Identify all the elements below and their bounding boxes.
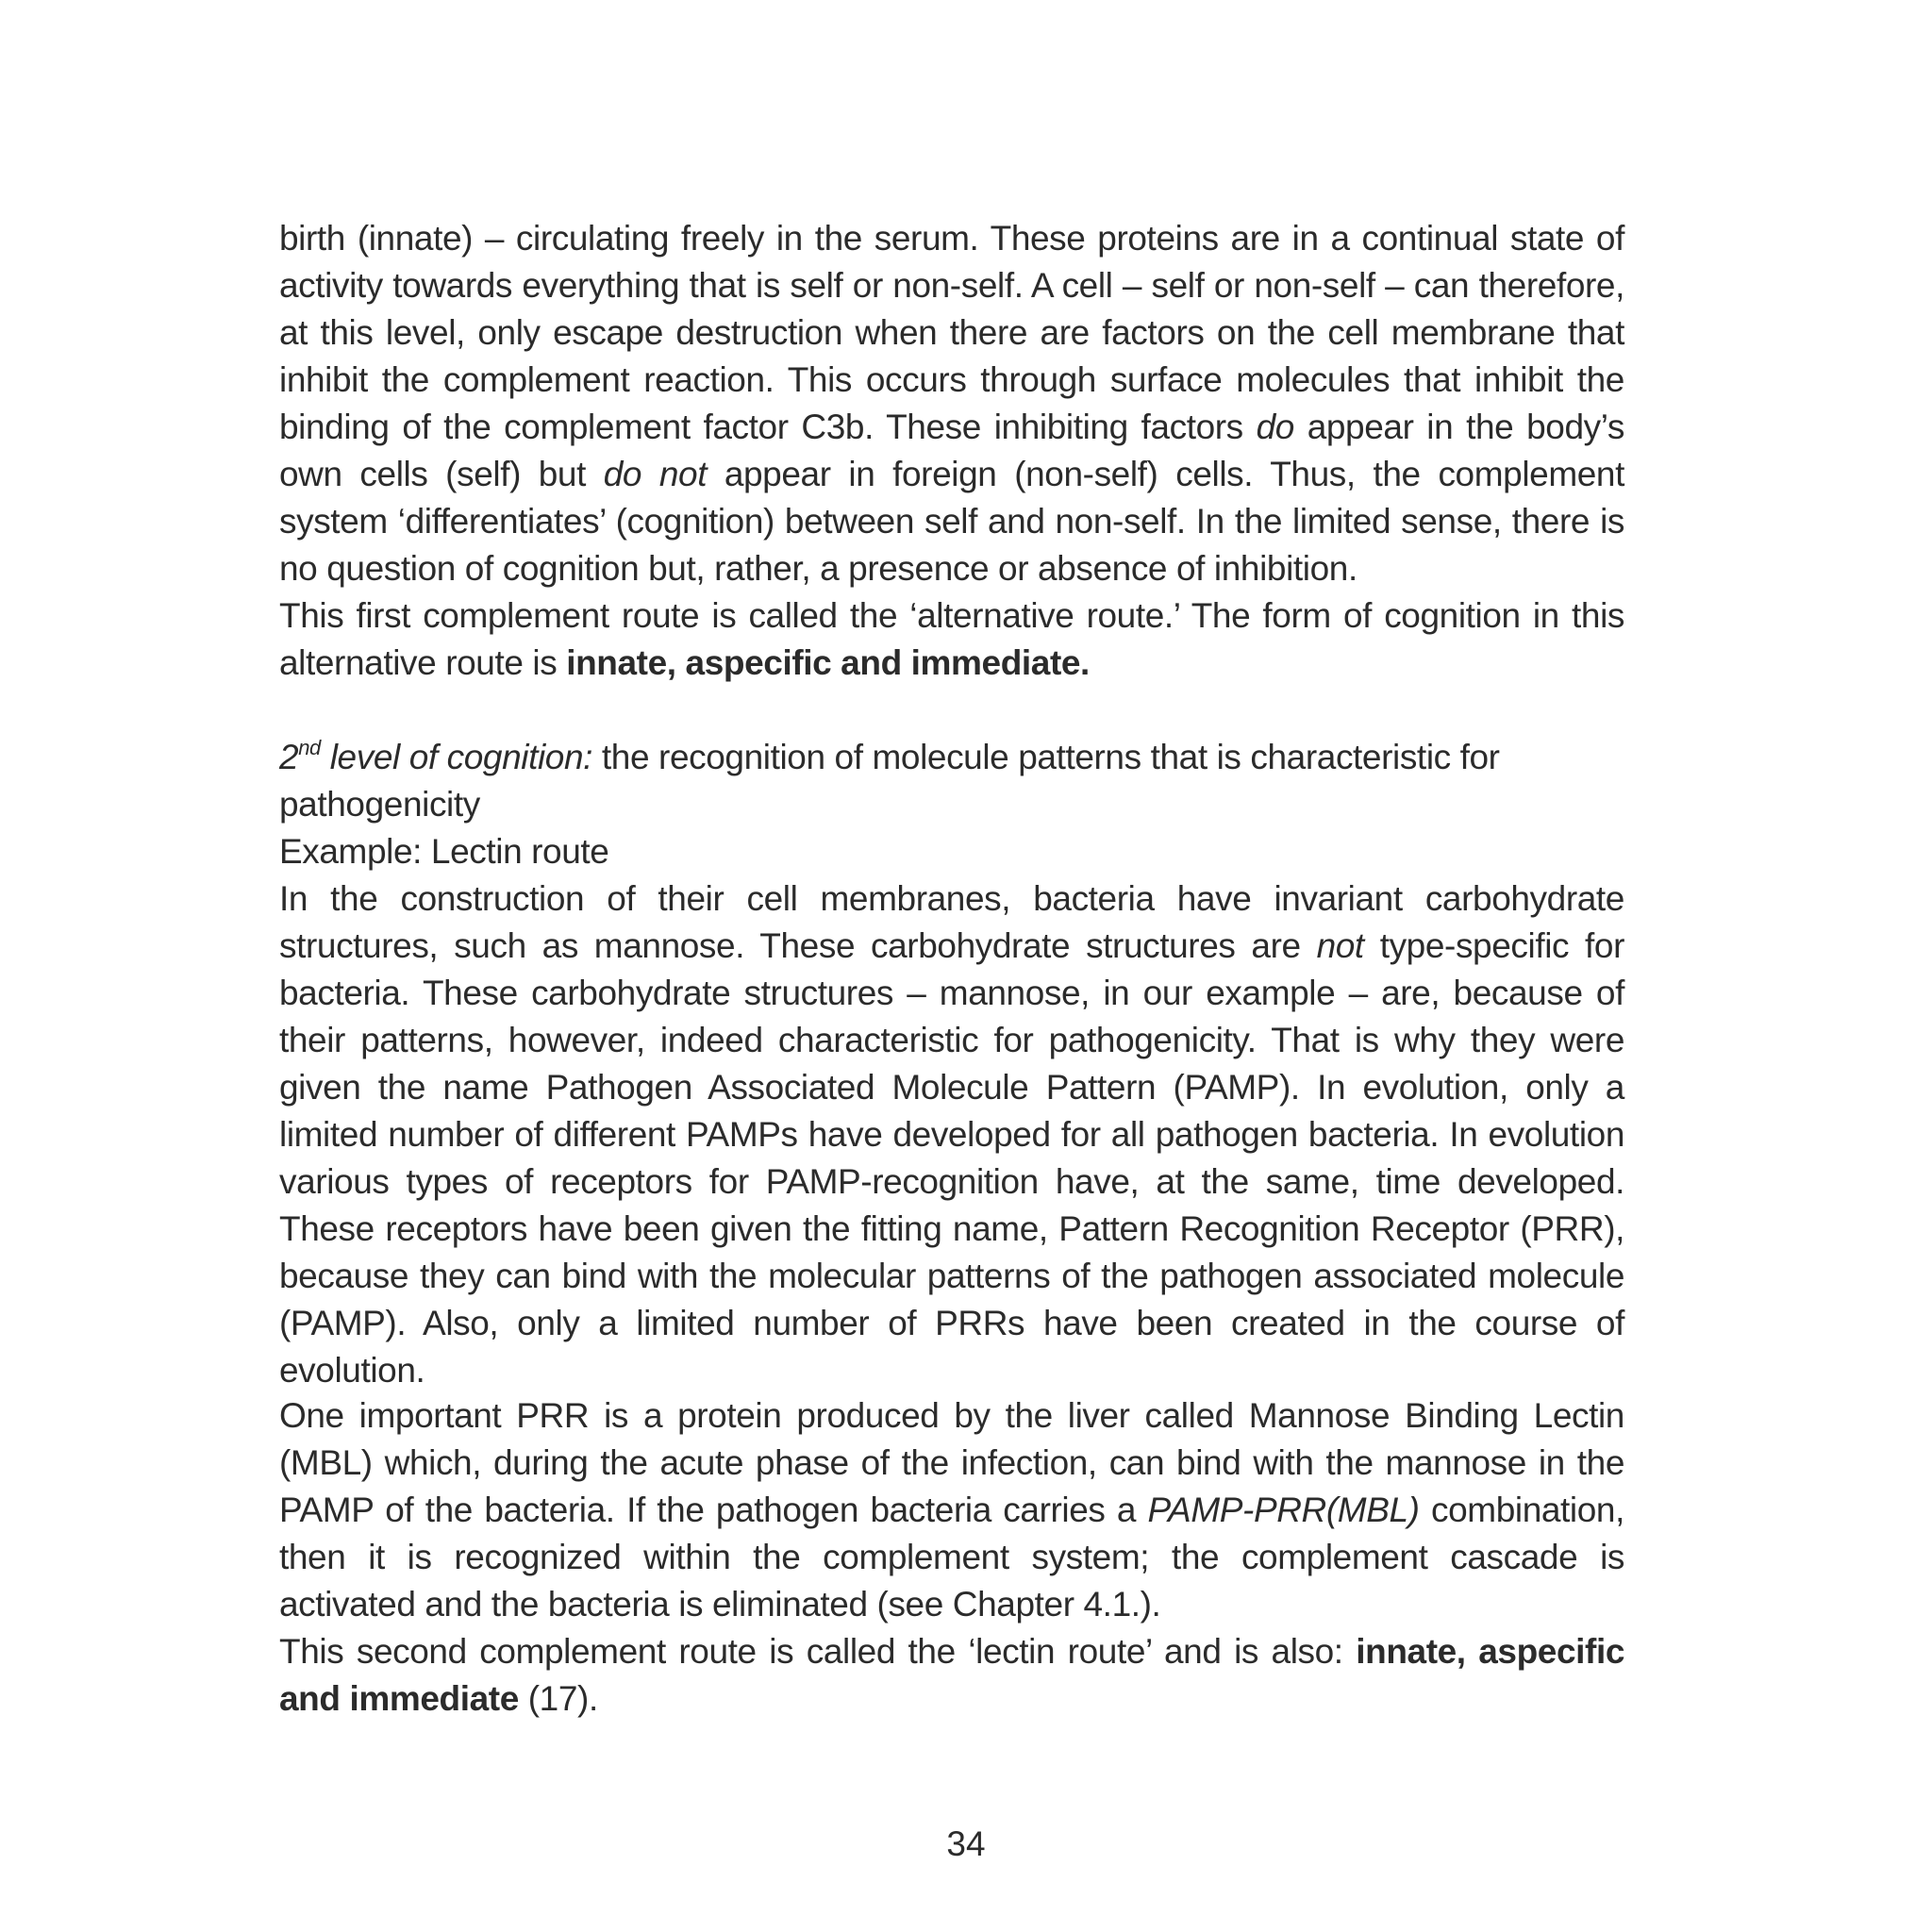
page-number: 34 <box>946 1824 986 1863</box>
paragraph-mannose-binding-lectin: One important PRR is a protein produced by the liver called Mannose Binding Lectin (MBL) which, during the acute phase of the infection, can bind with the mannose in the PAMP of the bacteria. If the pathogen bacteria carries a PAMP-PRR(MBL) combination, then it is recognized within the complement system; the complement cascade is activated and the bacteria is eliminated (see Chapter 4.1.). <box>279 1396 1624 1624</box>
bold-innate-aspecific-immediate: innate, aspecific and immediate. <box>566 643 1090 682</box>
text-section-mbl <box>279 1392 1624 1723</box>
bold-innate-aspecific-immediate-2: innate, aspecific and immediate <box>279 1632 1625 1718</box>
text-section-lectin-route <box>279 734 1624 1394</box>
paragraph-pamp-prr: In the construction of their cell membranes, bacteria have invariant carbohydrate structures, such as mannose. These carbohydrate structures are not type-specific for bacteria. These carbohydrate structures – mannose, in our example – are, because of their patterns, however, indeed characteristic for pathogenicity. That is why they were given the name Pathogen Associated Molecule Pattern (PAMP). In evolution, only a limited number of different PAMPs have developed for all pathogen bacteria. In evolution various types of receptors for PAMP-recognition have, at the same, time developed. These receptors have been given the fitting name, Pattern Recognition Receptor (PRR), because they can bind with the molecular patterns of the pathogen associated molecule (PAMP). Also, only a limited number of PRRs have been created in the course of evolution. <box>279 879 1624 1390</box>
text-section-alternative-route <box>279 215 1624 687</box>
emphasis-do: do <box>1256 408 1294 446</box>
paragraph-complement-inhibition: birth (innate) – circulating freely in the serum. These proteins are in a continual state of activity towards everything that is self or non-self. A cell – self or non-self – can therefore, at this level, only escape destruction when there are factors on the cell membrane that inhibit the complement reaction. This occurs through surface molecules that inhibit the binding of the complement factor C3b. These inhibiting factors do appear in the body’s own cells (self) but do not appear in foreign (non-self) cells. Thus, the complement system ‘differentiates’ (cognition) between self and non-self. In the limited sense, there is no question of cognition but, rather, a presence or absence of inhibition. <box>279 219 1624 588</box>
emphasis-pamp-prr-mbl: PAMP-PRR(MBL) <box>1147 1491 1420 1529</box>
emphasis-do-not: do not <box>603 455 708 493</box>
emphasis-not: not <box>1316 926 1364 965</box>
example-line: Example: Lectin route <box>279 832 609 871</box>
heading-second-level-of-cognition: 2nd level of cognition: the recognition of molecule patterns that is characteristic for pathogenicity <box>279 735 1500 824</box>
paragraph-lectin-route: This second complement route is called the ‘lectin route’ and is also: innate, aspecific and immediate (17). <box>279 1632 1625 1718</box>
paragraph-alternative-route: This first complement route is called the ‘alternative route.’ The form of cognition in this alternative route is innate, aspecific and immediate. <box>279 596 1624 682</box>
